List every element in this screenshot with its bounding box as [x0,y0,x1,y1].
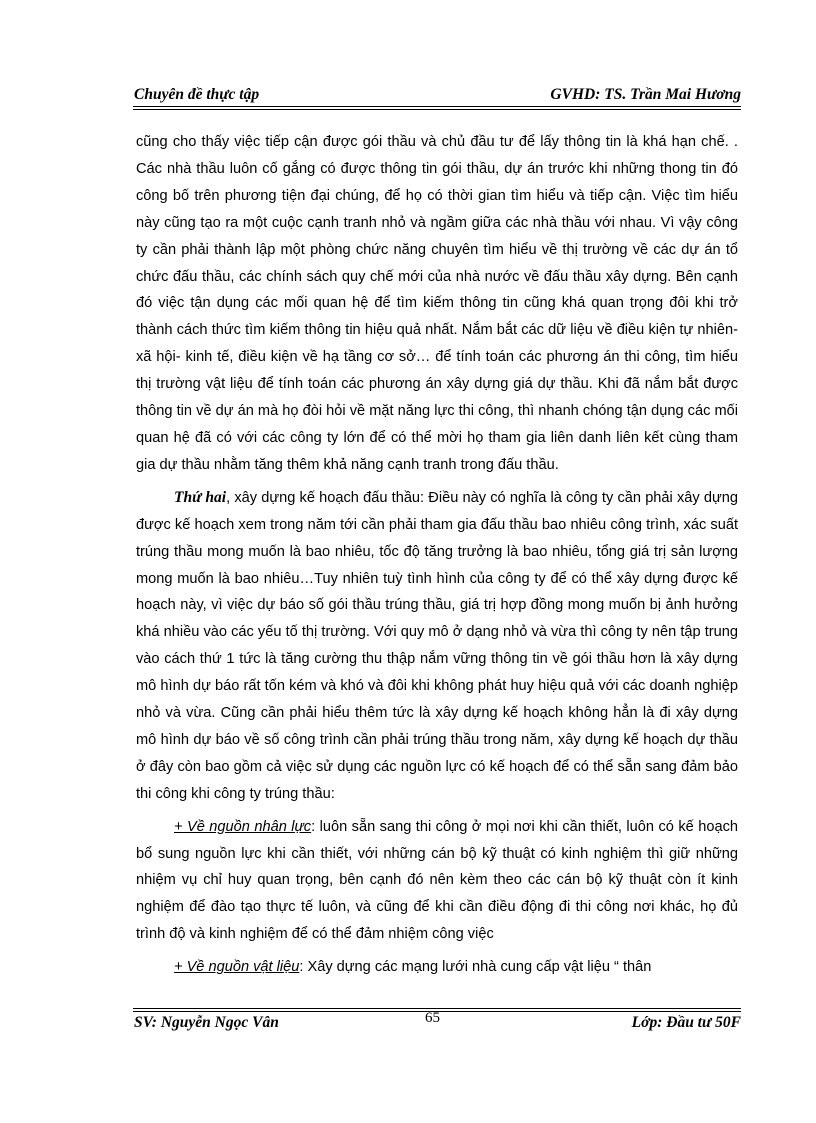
paragraph-3 [136,814,738,949]
paragraph-2-lead: Thứ hai [174,488,227,506]
paragraph-1: cũng cho thấy việc tiếp cận được gói thầu và chủ đầu tư để lấy thông tin là khá hạn chế. . Các nhà thầu luôn cố gắng có được thông tin gói thầu, dự án trước khi những thong tin đó công bố trên phương tiện đại chúng, để họ có thời gian tìm hiểu và tiếp cận. Việc tìm hiểu này cũng tạo ra một cuộc cạnh tranh nhỏ và ngầm giữa các nhà thầu với nhau. Vì vậy công ty cần phải thành lập một phòng chức năng chuyên tìm hiểu về thị trường về các dự án tổ chức đấu thầu, các chính sách quy chế mới của nhà nước về đấu thầu xây dựng. Bên cạnh đó việc tận dụng các mối quan hệ để tìm kiếm thông tin cũng khá quan trọng đôi khi trở thành cách thức tìm kiếm thông tin hiệu quả nhất. Nắm bắt các dữ liệu về điều kiện tự nhiên- xã hội- kinh tế, điều kiện về hạ tầng cơ sở… để tính toán các phương án thi công, tìm hiểu thị trường vật liệu để tính toán các phương án xây dựng giá dự thầu. Khi đã nắm bắt được thông tin về dự án mà họ đòi hỏi về mặt năng lực thi công, thì nhanh chóng tận dụng các mối quan hệ đã có với các công ty lớn để có thể mời họ tham gia liên danh liên kết cùng tham gia dự thầu nhằm tăng thêm khả năng cạnh tranh trong đấu thầu. [136,134,738,473]
page-number: 65 [425,1010,440,1026]
footer-student: SV: Nguyễn Ngọc Vân [134,1014,279,1031]
paragraph-4-lead: + Về nguồn vật liệu [174,959,300,976]
paragraph-4-text: : Xây dựng các mạng lưới nhà cung cấp vật liệu “ thân [299,959,652,976]
page-footer [133,1012,741,1036]
page-body [136,129,738,981]
header-title: Chuyên đề thực tập [134,86,260,103]
header-supervisor: GVHD: TS. Trần Mai Hương [550,86,741,103]
paragraph-4 [136,954,738,981]
page-header [133,84,741,108]
paragraph-2-text: , xây dựng kế hoạch đấu thầu: Điều này có nghĩa là công ty cần phải xây dựng được kế hoạch xem trong năm tới cần phải tham gia đấu thầu bao nhiêu công trình, xác suất trúng thầu mong muốn là bao nhiêu, tốc độ tăng trưởng là bao nhiêu, tổng giá trị sản lượng mong muốn là bao nhiêu…Tuy nhiên tuỳ tình hình của công ty để có thể xây dựng được kế hoạch này, vì việc dự báo số gói thầu trúng thầu, giá trị hợp đồng mong muốn bị ảnh hưởng khá nhiều vào các yếu tố thị trường. Với quy mô ở dạng nhỏ và vừa thì công ty nên tập trung vào cách thứ 1 tức là tăng cường thu thập nắm vững thông tin về gói thầu hơn là xây dựng mô hình dự báo rất tốn kém và khó và đôi khi không phát huy hiệu quả với các doanh nghiệp nhỏ và vừa. Cũng cần phải hiểu thêm tức là xây dựng kế hoạch không hẳn là đi xây dựng mô hình dự báo về số công trình cần phải trúng thầu trong năm, xây dựng kế hoạch dự thầu ở đây còn bao gồm cả việc sử dụng các nguồn lực có kế hoạch để có thể sẵn sang đảm bảo thi công khi công ty trúng thầu: [136,489,739,802]
paragraph-2 [136,485,738,808]
paragraph-3-text: : luôn sẵn sang thi công ở mọi nơi khi cần thiết, luôn có kế hoạch bổ sung nguồn lực khi cần thiết, với những cán bộ kỹ thuật có kinh nghiệm thì giữ những nhiệm vụ chỉ huy quan trọng, bên cạnh đó nên kèm theo các cán bộ kỹ thuật còn ít kinh nghiệm để đào tạo thực tế luôn, và cũng để khi cần điều động đi thi công nơi khác, họ đủ trình độ và kinh nghiệm để có thể đảm nhiệm công việc [136,818,739,943]
paragraph-3-lead: + Về nguồn nhân lực [174,818,312,835]
header-rule [133,106,741,110]
footer-class: Lớp: Đầu tư 50F [631,1014,741,1031]
